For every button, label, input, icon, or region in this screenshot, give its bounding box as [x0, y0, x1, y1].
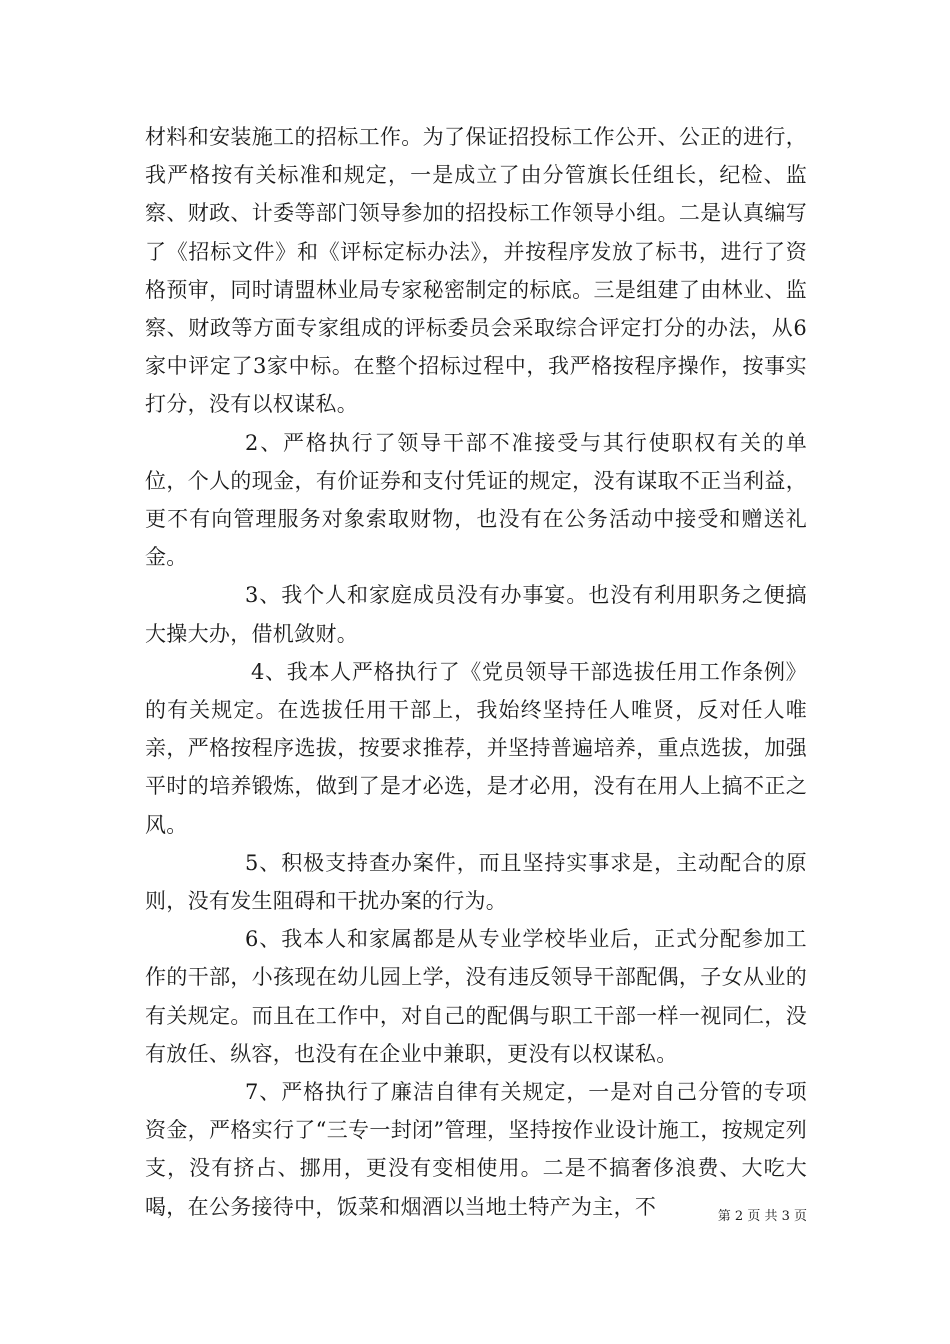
paragraph-item-2: 2、严格执行了领导干部不准接受与其行使职权有关的单位，个人的现金，有价证券和支付凭证的规定，没有谋取不正当利益，更不有向管理服务对象索取财物，也没有在公务活动中接受和赠送礼金。 — [145, 430, 807, 570]
paragraph-item-7: 7、严格执行了廉洁自律有关规定，一是对自己分管的专项资金，严格实行了“三专一封闭”管理，坚持按作业设计施工，按规定列支，没有挤占、挪用，更没有变相使用。二是不搞奢侈浪费、大吃大喝，在公务接待中，饭菜和烟酒以当地土特产为主，不 — [145, 1080, 807, 1219]
paragraph-tender-work: 材料和安装施工的招标工作。为了保证招投标工作公开、公正的进行，我严格按有关标准和规定，一是成立了由分管旗长任组长，纪检、监察、财政、计委等部门领导参加的招投标工作领导小组。二是认真编写了《招标文件》和《评标定标办法》，并按程序发放了标书，进行了资格预审，同时请盟林业局专家秘密制定的标底。三是组建了由林业、监察、财政等方面专家组成的评标委员会采取综合评定打分的办法，从6家中评定了3家中标。在整个招标过程中，我严格按程序操作，按事实打分，没有以权谋私。 — [145, 125, 807, 417]
paragraph-item-5: 5、积极支持查办案件，而且坚持实事求是，主动配合的原则，没有发生阻碍和干扰办案的行为。 — [145, 850, 807, 914]
paragraph-item-6: 6、我本人和家属都是从专业学校毕业后，正式分配参加工作的干部，小孩现在幼儿园上学，没有违反领导干部配偶，子女从业的有关规定。而且在工作中，对自己的配偶与职工干部一样一视同仁，没有放任、纵容，也没有在企业中兼职，更没有以权谋私。 — [145, 927, 807, 1066]
document-body — [145, 118, 807, 1226]
paragraph-item-4: 4、我本人严格执行了《党员领导干部选拔任用工作条例》的有关规定。在选拔任用干部上，我始终坚持任人唯贤，反对任人唯亲，严格按程序选拔，按要求推荐，并坚持普遍培养，重点选拔，加强平时的培养锻炼，做到了是才必选，是才必用，没有在用人上搞不正之风。 — [145, 659, 807, 837]
paragraph-item-3: 3、我个人和家庭成员没有办事宴。也没有利用职务之便搞大操大办，借机敛财。 — [145, 583, 807, 646]
page-number-footer: 第 2 页 共 3 页 — [717, 1209, 807, 1224]
